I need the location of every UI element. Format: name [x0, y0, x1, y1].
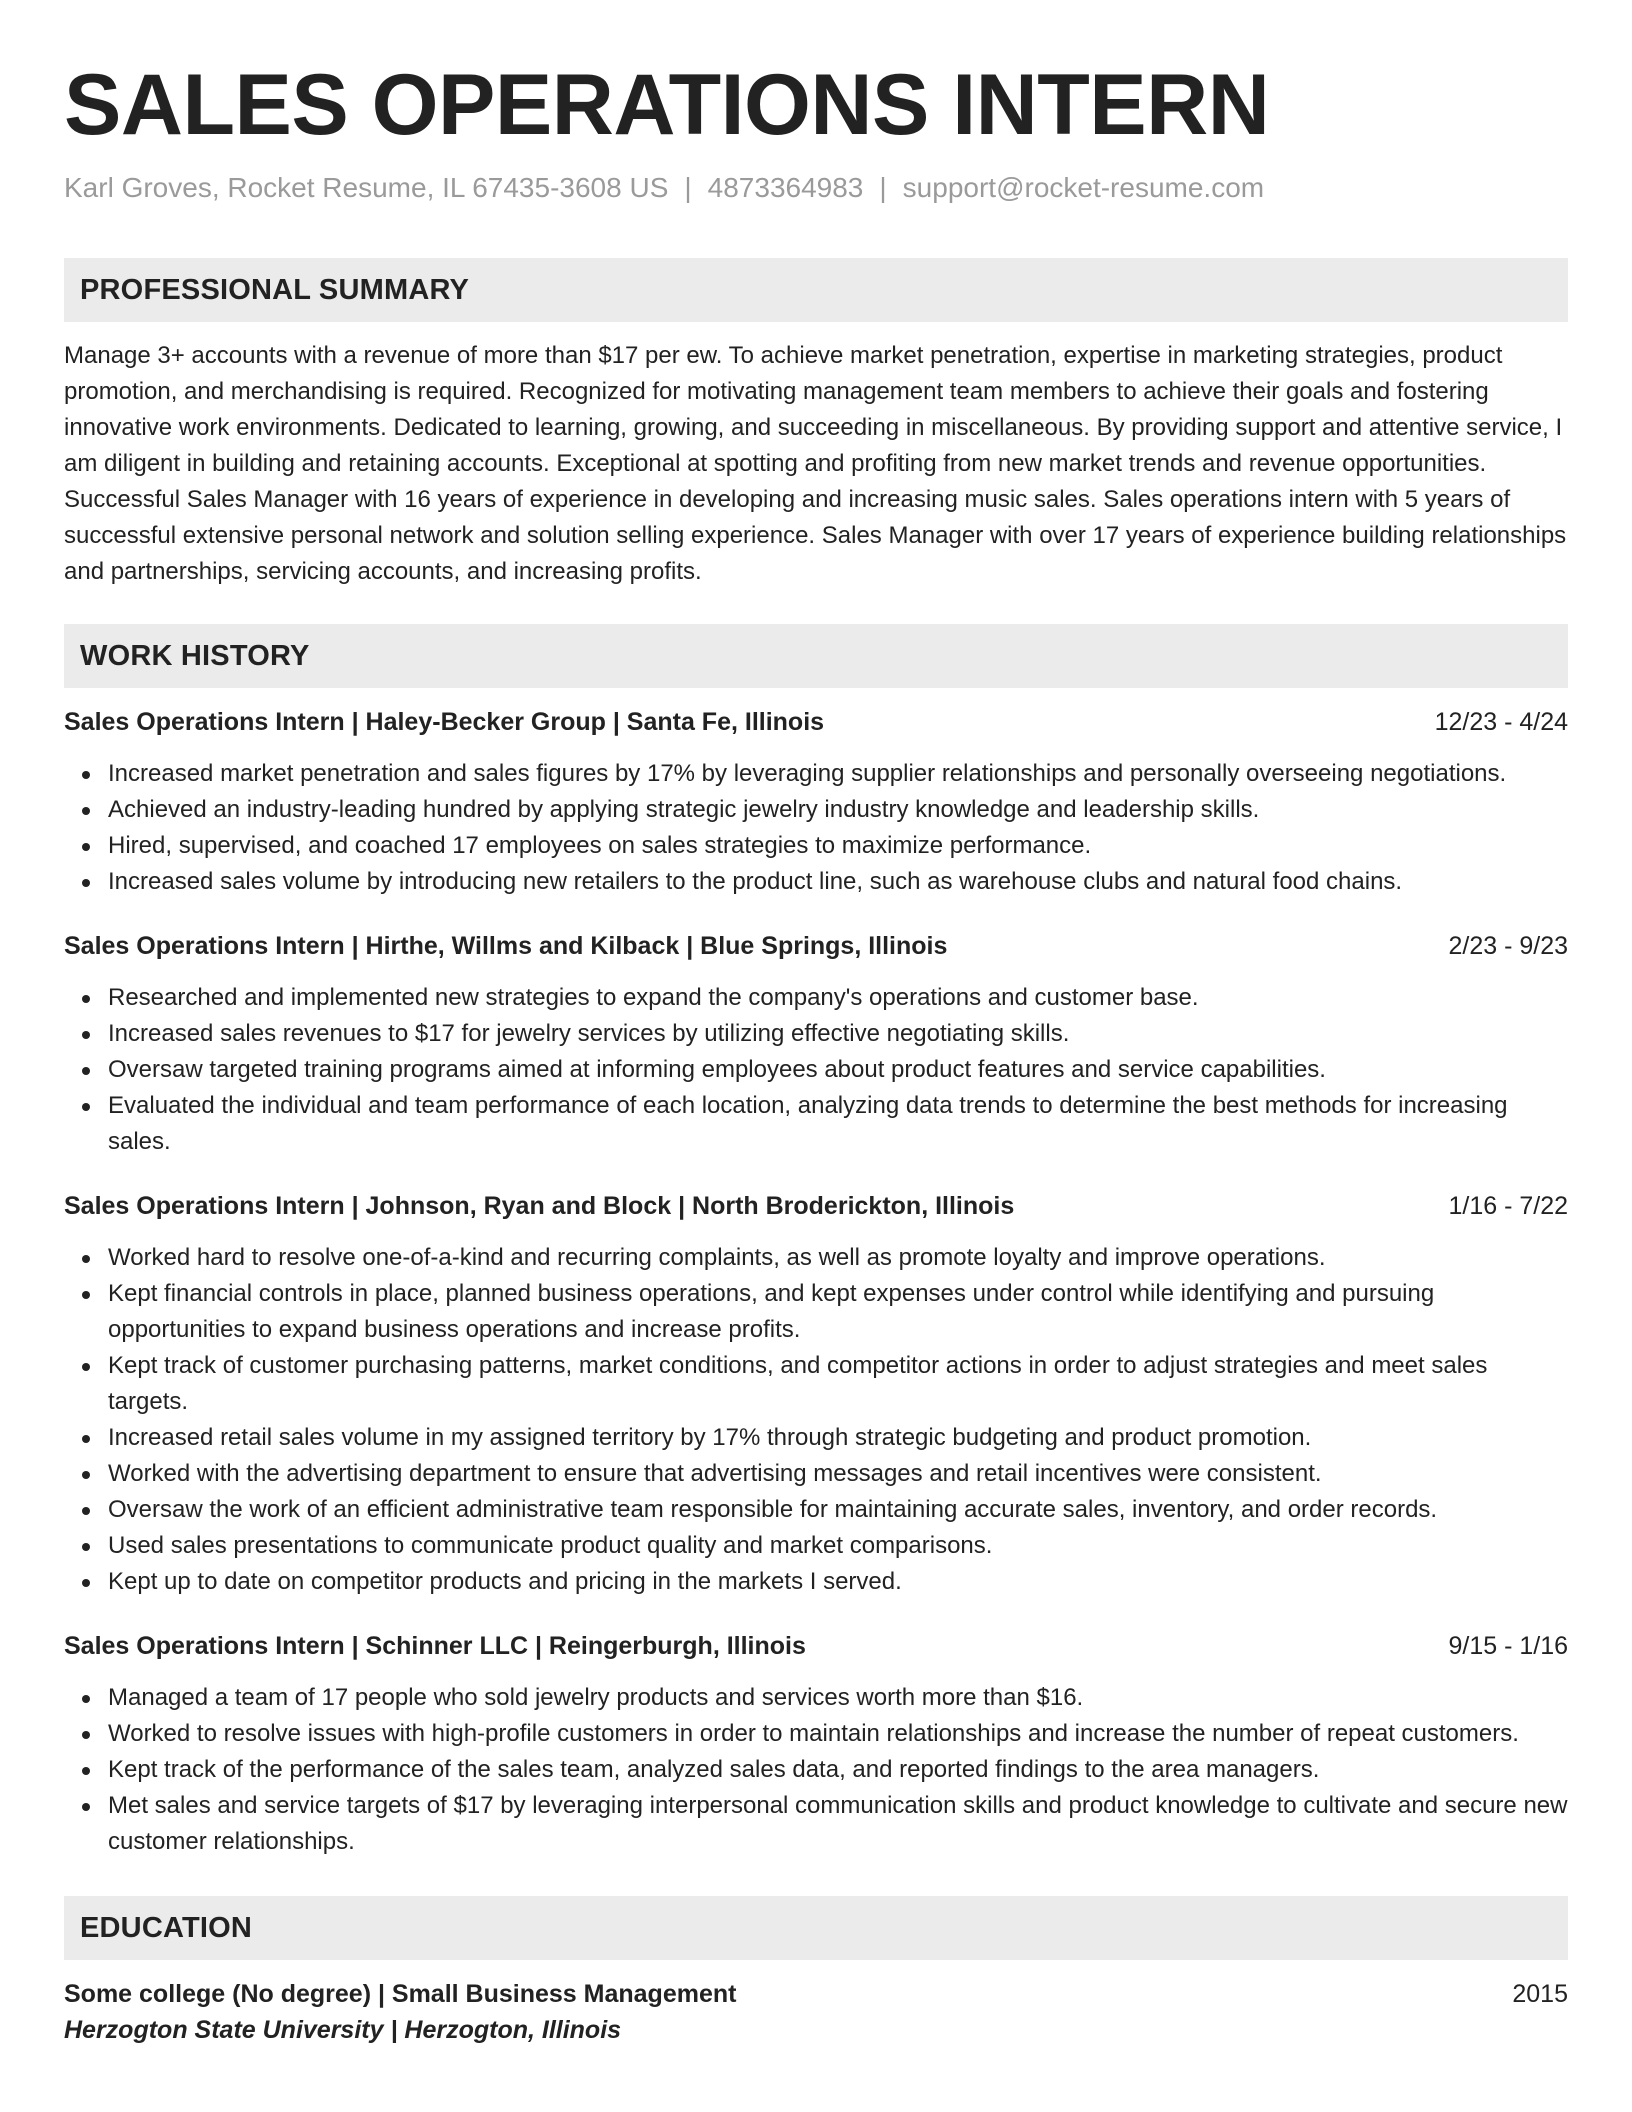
job-header — [64, 704, 1568, 740]
job-bullets — [64, 756, 1568, 900]
job-title: Sales Operations Intern | Schinner LLC | Reingerburgh, Illinois — [64, 1632, 806, 1660]
job-bullet: Kept financial controls in place, planned business operations, and kept expenses under control while identifying and pursuing opportunities to expand business operations and increase profits. — [108, 1276, 1568, 1348]
job-bullet: Met sales and service targets of $17 by leveraging interpersonal communication skills and product knowledge to cultivate and secure new customer relationships. — [108, 1788, 1568, 1860]
job-bullet: Worked to resolve issues with high-profile customers in order to maintain relationships and increase the number of repeat customers. — [108, 1716, 1568, 1752]
job-dates: 2/23 - 9/23 — [1448, 932, 1568, 960]
job-bullet: Oversaw targeted training programs aimed at informing employees about product features and service capabilities. — [108, 1052, 1568, 1088]
job-bullets — [64, 1240, 1568, 1600]
section-heading-education: EDUCATION — [64, 1896, 1568, 1960]
job-bullet: Worked with the advertising department to ensure that advertising messages and retail incentives were consistent. — [108, 1456, 1568, 1492]
job-bullet: Evaluated the individual and team performance of each location, analyzing data trends to determine the best methods for increasing sales. — [108, 1088, 1568, 1160]
education-school: Herzogton State University | Herzogton, Illinois — [64, 2016, 622, 2044]
job-bullets — [64, 980, 1568, 1160]
education-header — [64, 1976, 1568, 2012]
contact-separator: | — [684, 172, 692, 203]
job-bullet: Worked hard to resolve one-of-a-kind and recurring complaints, as well as promote loyalty and improve operations. — [108, 1240, 1568, 1276]
job-entry — [64, 1188, 1568, 1600]
job-dates: 1/16 - 7/22 — [1448, 1192, 1568, 1220]
summary-text: Manage 3+ accounts with a revenue of more than $17 per ew. To achieve market penetration, expertise in marketing strategies, product promotion, and merchandising is required. Recognized for motivating management team members to achieve their goals and fostering innovative work environments. Dedicated to learning, growing, and succeeding in miscellaneous. By providing support and attentive service, I am diligent in building and retaining accounts. Exceptional at spotting and profiting from new market trends and revenue opportunities. Successful Sales Manager with 16 years of experience in developing and increasing music sales. Sales operations intern with 5 years of successful extensive personal network and solution selling experience. Sales Manager with over 17 years of experience building relationships and partnerships, servicing accounts, and increasing profits. — [64, 342, 1567, 585]
contact-line — [64, 170, 1568, 206]
section-heading-summary: PROFESSIONAL SUMMARY — [64, 258, 1568, 322]
contact-separator: | — [879, 172, 887, 203]
contact-address: Karl Groves, Rocket Resume, IL 67435-3608 US — [64, 172, 669, 203]
section-heading-work-history: WORK HISTORY — [64, 624, 1568, 688]
contact-email: support@rocket-resume.com — [902, 172, 1265, 203]
job-dates: 9/15 - 1/16 — [1448, 1632, 1568, 1660]
job-entry — [64, 1628, 1568, 1860]
contact-phone: 4873364983 — [707, 172, 864, 203]
job-bullet: Hired, supervised, and coached 17 employees on sales strategies to maximize performance. — [108, 828, 1568, 864]
job-bullet: Kept track of the performance of the sales team, analyzed sales data, and reported findings to the area managers. — [108, 1752, 1568, 1788]
job-bullet: Managed a team of 17 people who sold jewelry products and services worth more than $16. — [108, 1680, 1568, 1716]
job-title: Sales Operations Intern | Hirthe, Willms and Kilback | Blue Springs, Illinois — [64, 932, 948, 960]
job-dates: 12/23 - 4/24 — [1434, 708, 1568, 736]
job-header — [64, 928, 1568, 964]
job-header — [64, 1188, 1568, 1224]
job-bullet: Increased retail sales volume in my assigned territory by 17% through strategic budgeting and product promotion. — [108, 1420, 1568, 1456]
job-entry — [64, 704, 1568, 900]
job-bullet: Researched and implemented new strategies to expand the company's operations and customer base. — [108, 980, 1568, 1016]
job-title: Sales Operations Intern | Haley-Becker Group | Santa Fe, Illinois — [64, 708, 825, 736]
job-bullet: Achieved an industry-leading hundred by applying strategic jewelry industry knowledge and leadership skills. — [108, 792, 1568, 828]
job-bullet: Used sales presentations to communicate product quality and market comparisons. — [108, 1528, 1568, 1564]
job-bullet: Kept up to date on competitor products and pricing in the markets I served. — [108, 1564, 1568, 1600]
education-year: 2015 — [1512, 1980, 1568, 2008]
job-bullet: Increased market penetration and sales figures by 17% by leveraging supplier relationships and personally overseeing negotiations. — [108, 756, 1568, 792]
job-entry — [64, 928, 1568, 1160]
resume-title: SALES OPERATIONS INTERN — [64, 57, 1270, 153]
job-title: Sales Operations Intern | Johnson, Ryan and Block | North Broderickton, Illinois — [64, 1192, 1015, 1220]
job-bullet: Oversaw the work of an efficient administrative team responsible for maintaining accurate sales, inventory, and order records. — [108, 1492, 1568, 1528]
education-degree: Some college (No degree) | Small Business Management — [64, 1980, 737, 2008]
job-header — [64, 1628, 1568, 1664]
job-bullet: Kept track of customer purchasing patterns, market conditions, and competitor actions in order to adjust strategies and meet sales targets. — [108, 1348, 1568, 1420]
job-bullet: Increased sales revenues to $17 for jewelry services by utilizing effective negotiating skills. — [108, 1016, 1568, 1052]
education-entry — [64, 1976, 1568, 2048]
job-bullet: Increased sales volume by introducing new retailers to the product line, such as warehouse clubs and natural food chains. — [108, 864, 1568, 900]
job-bullets — [64, 1680, 1568, 1860]
